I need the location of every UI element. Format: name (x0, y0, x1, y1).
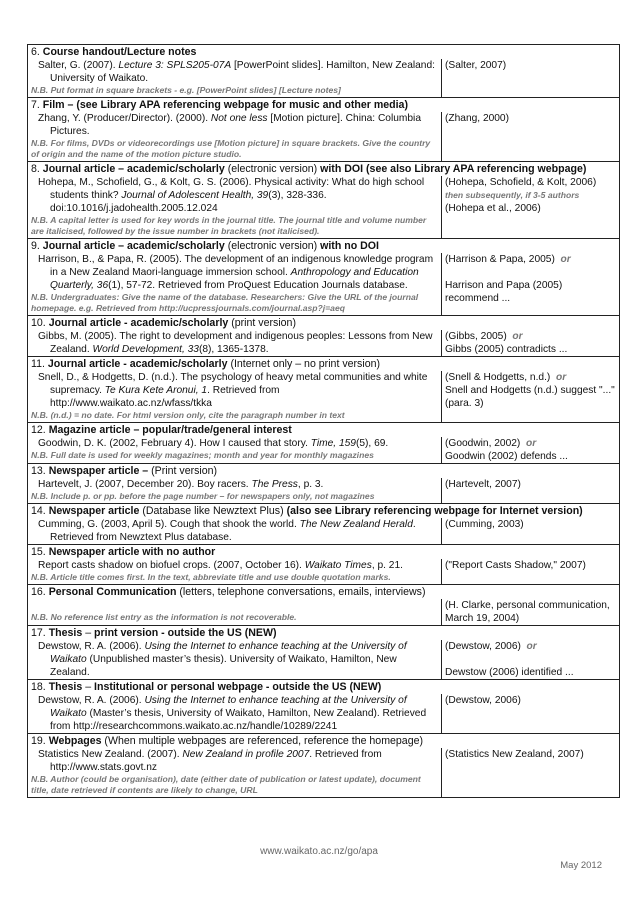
reference-cell (28, 694, 442, 734)
reference-row-body (28, 437, 620, 464)
reference-italic: Waikato Times (304, 560, 372, 571)
row-heading (28, 504, 619, 518)
row-heading (28, 45, 619, 59)
reference-cell (28, 640, 442, 680)
row-title-detail: (print version) (228, 317, 296, 329)
reference-entry (28, 518, 441, 544)
reference-italic: The Press (251, 479, 298, 490)
row-title: Course handout/Lecture notes (42, 46, 197, 58)
row-title-detail: (When multiple webpages are referenced, reference the homepage) (101, 735, 424, 747)
or-label: or (526, 438, 537, 449)
reference-italic: Not one less (210, 113, 268, 124)
nb-note: N.B. A capital letter is used for key words in the journal title. The journal title and volume number are italicised, followed by the issue number in brackets (not italicised). (31, 215, 427, 236)
reference-part-b: [Motion picture]. China: Columbia Pictures. (50, 113, 421, 137)
reference-row (28, 504, 620, 519)
citation-line (442, 253, 619, 266)
row-title: Newspaper article (48, 505, 140, 517)
reference-entry (28, 176, 441, 215)
row-heading (28, 357, 619, 371)
reference-part-b: . Retrieved from http://www.stats.govt.nz (50, 749, 382, 773)
footer-url[interactable]: www.waikato.ac.nz/go/apa (260, 846, 378, 857)
reference-row (28, 316, 620, 331)
row-number: 6. (31, 46, 40, 58)
reference-part-a: Hohepa, M., Schofield, G., & Kolt, G. S. (2006). Physical activity: What do high school students think? (38, 177, 425, 201)
nb-note: N.B. (n.d.) = no date. For html version only, cite the paragraph number in text (31, 410, 345, 420)
row-number: 11. (31, 358, 45, 370)
reference-part-a: Snell, D., & Hodgetts, D. (n.d.). The psychology of heavy metal communities and white supremacy. (38, 372, 428, 396)
row-heading (28, 545, 619, 559)
reference-row (28, 162, 620, 177)
reference-row (28, 98, 620, 113)
reference-italic: Time, 159 (310, 438, 356, 449)
reference-part-a: Report casts shadow on biofuel crops. (2007, October 16). (38, 560, 305, 571)
reference-entry (28, 112, 441, 138)
reference-cell (28, 518, 442, 545)
citation-cell (442, 176, 620, 239)
row-title-detail: – (82, 627, 95, 639)
narrative-citation: (Hohepa et al., 2006) (445, 203, 541, 214)
or-label: or (526, 641, 537, 652)
reference-row-body (28, 559, 620, 585)
row-number: 12. (31, 424, 46, 436)
reference-cell (28, 59, 442, 98)
row-number: 17. (31, 627, 46, 639)
reference-italic: New Zealand in profile 2007 (182, 749, 310, 760)
reference-part-b: . Retrieved from Newztext Plus database. (50, 519, 416, 543)
reference-row-body (28, 694, 620, 734)
row-title: Journal article - academic/scholarly (47, 358, 228, 370)
reference-part-a: Goodwin, D. K. (2002, February 4). How I caused that story. (38, 438, 311, 449)
row-heading (28, 464, 619, 478)
row-title: Thesis (48, 627, 83, 639)
reference-entry (28, 559, 441, 572)
reference-row-body (28, 640, 620, 680)
reference-part-a: Harrison, B., & Papa, R. (2005). The development of an indigenous knowledge program in a New Zealand Maori-language immersion school. (38, 254, 434, 278)
or-label: or (512, 331, 523, 342)
row-title-detail: (Internet only – no print version) (227, 358, 381, 370)
citation-cell (442, 694, 620, 734)
citation-cell (442, 253, 620, 316)
in-text-citation: ("Report Casts Shadow," 2007) (445, 560, 586, 571)
reference-cell (28, 112, 442, 162)
narrative-citation: Goodwin (2002) defends ... (445, 451, 568, 462)
reference-cell (28, 176, 442, 239)
reference-row (28, 734, 620, 749)
in-text-citation: (Snell & Hodgetts, n.d.) (445, 372, 551, 383)
row-title: Webpages (48, 735, 102, 747)
in-text-citation: (Salter, 2007) (445, 60, 507, 71)
nb-note: N.B. Put format in square brackets - e.g. [PowerPoint slides] [Lecture notes] (31, 85, 341, 95)
reference-row (28, 626, 620, 641)
reference-row (28, 45, 620, 60)
row-number: 7. (31, 99, 40, 111)
reference-italic: Anthropology and Education Quarterly, 36 (50, 267, 419, 291)
nb-note: N.B. Include p. or pp. before the page number – for newspapers only, not magazines (31, 491, 375, 501)
row-heading (28, 239, 619, 253)
reference-row-body (28, 748, 620, 798)
reference-part-b: (8), 1365-1378. (198, 344, 269, 355)
row-title: Film – (see Library APA referencing webpage for music and other media) (42, 99, 408, 111)
citation-cell (442, 112, 620, 162)
reference-row-body (28, 176, 620, 239)
or-label: or (556, 372, 567, 383)
nb-note: N.B. Article title comes first. In the text, abbreviate title and use double quotation marks. (31, 572, 391, 582)
reference-entry (28, 59, 441, 85)
reference-part-a: Salter, G. (2007). (38, 60, 119, 71)
reference-part-b: , p. 21. (371, 560, 403, 571)
in-text-citation: (Dewstow, 2006) (445, 641, 521, 652)
reference-row-body (28, 330, 620, 357)
reference-row (28, 464, 620, 479)
citation-cell (442, 330, 620, 357)
citation-note: then subsequently, if 3-5 authors (445, 190, 580, 200)
row-number: 10. (31, 317, 46, 329)
reference-part-a: Cumming, G. (2003, April 5). Cough that shook the world. (38, 519, 300, 530)
reference-italic: World Development, 33 (92, 344, 199, 355)
row-title: Thesis (48, 681, 83, 693)
reference-entry (28, 478, 441, 491)
reference-entry (28, 640, 441, 679)
row-number: 8. (31, 163, 40, 175)
in-text-citation: (Zhang, 2000) (445, 113, 509, 124)
in-text-citation: (Hohepa, Schofield, & Kolt, 2006) (445, 177, 597, 188)
nb-note: N.B. Author (could be organisation), date (either date of publication or latest update), document title, date retrieved if contents are likely to change, URL (31, 774, 421, 795)
nb-note: N.B. Undergraduates: Give the name of the database. Researchers: Give the URL of the journal homepage. e.g. Retrieved from http://ucpressjournals.com/journal.asp?j=aeq (31, 292, 419, 313)
in-text-citation: (Goodwin, 2002) (445, 438, 521, 449)
citation-cell (442, 748, 620, 798)
narrative-citation: Gibbs (2005) contradicts ... (445, 344, 568, 355)
row-heading (28, 98, 619, 112)
reference-row (28, 423, 620, 438)
citation-line (442, 640, 619, 653)
citation-cell (442, 559, 620, 585)
row-heading (28, 585, 619, 599)
row-heading (28, 316, 619, 330)
row-title-detail: (electronic version) (224, 240, 321, 252)
row-heading (28, 423, 619, 437)
reference-row (28, 545, 620, 560)
citation-cell (442, 599, 620, 626)
citation-cell (442, 518, 620, 545)
reference-row-body (28, 112, 620, 162)
reference-part-a: Hartevelt, J. (2007, December 20). Boy racers. (38, 479, 252, 490)
row-number: 13. (31, 465, 46, 477)
reference-italic: Te Kura Kete Aronui, 1 (104, 385, 208, 396)
row-title-detail: (letters, telephone conversations, emails, interviews) (176, 586, 426, 598)
citation-line (442, 330, 619, 343)
or-label: or (560, 254, 571, 265)
citation-cell (442, 640, 620, 680)
row-number: 16. (31, 586, 46, 598)
reference-part-a: Statistics New Zealand. (2007). (38, 749, 183, 760)
reference-entry (28, 253, 441, 292)
reference-entry (28, 371, 441, 410)
row-title: Journal article – academic/scholarly (42, 240, 225, 252)
reference-row (28, 357, 620, 372)
reference-cell (28, 437, 442, 464)
citation-cell (442, 437, 620, 464)
reference-part-b: (Unpublished master’s thesis). University of Waikato, Hamilton, New Zealand. (50, 654, 397, 678)
reference-row (28, 680, 620, 695)
reference-entry (28, 748, 441, 774)
row-title: Newspaper article with no author (48, 546, 216, 558)
row-title: Magazine article – popular/trade/general interest (48, 424, 292, 436)
row-number: 14. (31, 505, 46, 517)
reference-italic: Using the Internet to enhance teaching at the University of Waikato (50, 695, 407, 719)
reference-entry (28, 694, 441, 733)
reference-row-body (28, 371, 620, 423)
reference-part-b: [PowerPoint slides]. Hamilton, New Zealand: University of Waikato. (50, 60, 435, 84)
reference-cell (28, 330, 442, 357)
reference-entry (28, 330, 441, 356)
citation-cell (442, 371, 620, 423)
narrative-citation: Dewstow (2006) identified ... (445, 667, 574, 678)
reference-row (28, 239, 620, 254)
reference-part-b: (Master’s thesis, University of Waikato, Hamilton, New Zealand). Retrieved from http://researchcommons.waikato.ac.nz/handle/10289/2241 (50, 708, 427, 732)
reference-part-b: (5), 69. (355, 438, 389, 449)
reference-italic: The New Zealand Herald (299, 519, 413, 530)
in-text-citation: (H. Clarke, personal communication, March 19, 2004) (445, 600, 610, 624)
citation-cell (442, 59, 620, 98)
row-number: 18. (31, 681, 46, 693)
reference-part-b: (3), 328-336. doi:10.1016/j.jadohealth.2005.12.024 (50, 190, 327, 214)
reference-cell (28, 478, 442, 504)
in-text-citation: (Hartevelt, 2007) (445, 479, 521, 490)
reference-part-a: Dewstow, R. A. (2006). (38, 695, 145, 706)
row-number: 9. (31, 240, 40, 252)
in-text-citation: (Dewstow, 2006) (445, 695, 521, 706)
reference-part-a: Dewstow, R. A. (2006). (38, 641, 145, 652)
reference-row-body (28, 253, 620, 316)
row-number: 19. (31, 735, 46, 747)
reference-part-a: Zhang, Y. (Producer/Director). (2000). (38, 113, 211, 124)
row-title: Journal article - academic/scholarly (48, 317, 229, 329)
in-text-citation: (Harrison & Papa, 2005) (445, 254, 555, 265)
row-heading (28, 680, 619, 694)
reference-cell (28, 748, 442, 798)
reference-cell (28, 253, 442, 316)
nb-note: N.B. For films, DVDs or videorecordings use [Motion picture] in square brackets. Give the country of origin and the name of the motion picture studio. (31, 138, 431, 159)
row-title-detail: – (82, 681, 95, 693)
row-title-note: (also see Library referencing webpage for Internet version) (286, 505, 583, 517)
reference-part-a: Gibbs, M. (2005). The right to development and indigenous peoples: Lessons from New Zealand. (38, 331, 433, 355)
reference-row-body (28, 599, 620, 626)
row-heading (28, 162, 619, 176)
footer-date: May 2012 (560, 860, 602, 871)
reference-part-b: . Retrieved from http://www.waikato.ac.nz/wfass/tkka (50, 385, 280, 409)
row-title-note: with no DOI (320, 240, 379, 252)
row-title-note: Institutional or personal webpage - outside the US (NEW) (94, 681, 382, 693)
reference-row (28, 585, 620, 600)
reference-row-body (28, 518, 620, 545)
reference-row-body (28, 59, 620, 98)
nb-note: N.B. Full date is used for weekly magazines; month and year for monthly magazines (31, 450, 374, 460)
reference-italic: Lecture 3: SPLS205-07A (118, 60, 232, 71)
in-text-citation: (Statistics New Zealand, 2007) (445, 749, 584, 760)
reference-italic: Journal of Adolescent Health, 39 (121, 190, 269, 201)
row-heading (28, 626, 619, 640)
row-title-note: print version - outside the US (NEW) (94, 627, 277, 639)
row-title-detail: (electronic version) (224, 163, 321, 175)
in-text-citation: (Cumming, 2003) (445, 519, 524, 530)
narrative-citation: Snell and Hodgetts (n.d.) suggest "..." (para. 3) (445, 385, 615, 409)
reference-italic: Using the Internet to enhance teaching at the University of Waikato (50, 641, 407, 665)
row-number: 15. (31, 546, 46, 558)
row-title-detail: (Database like Newztext Plus) (139, 505, 287, 517)
row-title: Personal Communication (48, 586, 177, 598)
row-title: Journal article – academic/scholarly (42, 163, 225, 175)
reference-row-body (28, 478, 620, 504)
row-title: Newspaper article – (48, 465, 149, 477)
row-title-note: with DOI (see also Library APA referencing webpage) (320, 163, 587, 175)
reference-table (27, 44, 620, 798)
reference-cell (28, 559, 442, 585)
narrative-citation: Harrison and Papa (2005) recommend ... (445, 280, 563, 304)
row-title-detail: (Print version) (148, 465, 218, 477)
row-heading (28, 734, 619, 748)
citation-line (442, 437, 619, 450)
reference-part-b: , p. 3. (297, 479, 324, 490)
reference-part-b: (1), 57-72. Retrieved from ProQuest Education Journals database. (108, 280, 408, 291)
citation-line (442, 371, 619, 384)
nb-note: N.B. No reference list entry as the information is not recoverable. (31, 612, 297, 622)
reference-cell (28, 371, 442, 423)
reference-entry (28, 437, 441, 450)
citation-cell (442, 478, 620, 504)
in-text-citation: (Gibbs, 2005) (445, 331, 507, 342)
reference-cell (28, 599, 442, 626)
